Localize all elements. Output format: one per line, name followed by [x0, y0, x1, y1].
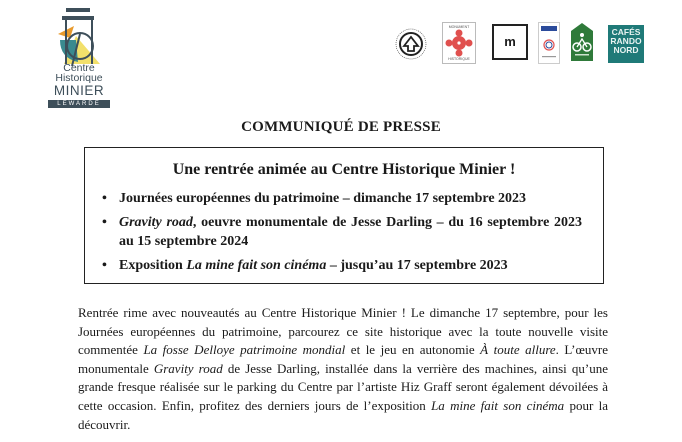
bullet-item	[102, 189, 582, 208]
body-italic-run: À toute allure	[480, 342, 556, 358]
body-text-run: . L’œuvre monumentale	[78, 342, 608, 376]
body-text-run: pour la découvrir.	[78, 397, 608, 432]
summary-title: Une rentrée animée au Centre Historique Minier !	[172, 161, 516, 178]
bullet-icon: •	[102, 258, 107, 273]
qualite-tourisme-logo	[538, 22, 560, 64]
logo-line-centre: Centre	[63, 62, 95, 74]
body-italic-run: La fosse Delloye patrimoine mondial	[143, 342, 346, 358]
body-text-run: Rentrée rime avec nouveautés au Centre Historique Minier ! Le dimanche 17 septembre, pour les Journées européennes du patrimoine, parcourez ce site historique avec la toute nouvelle visite commentée	[78, 305, 608, 358]
cafes-label: CAFÉS	[611, 27, 641, 37]
cafes-rando-nord-logo	[608, 25, 644, 63]
qualite-tourisme-icon	[539, 23, 559, 63]
mh-top-label: MONUMENT	[448, 25, 470, 29]
nord-label: NORD	[613, 45, 639, 55]
logo-line-lewarde: LEWARDE	[48, 100, 110, 108]
body-paragraph	[78, 304, 608, 434]
mh-bottom-label: HISTORIQUE	[448, 57, 470, 61]
accueil-velo-icon	[570, 22, 594, 62]
body-italic-run: Gravity road	[153, 360, 223, 376]
musee-de-france-logo	[492, 24, 528, 60]
bullet-icon: •	[102, 191, 107, 206]
centre-historique-minier-logo	[44, 6, 114, 106]
logo-line-historique: Historique	[55, 72, 103, 84]
bullet-italic: Gravity road	[119, 215, 193, 230]
body-text-run: de Jesse Darling, installée dans la verrière des machines, ainsi qu’une grande fresque réalisée sur le parking du Centre par l’artiste Hiz Graff seront également dévoilées à cette occasion. Enfin, profitez des derniers jours de l’exposition	[78, 360, 608, 413]
musee-m-glyph: m	[504, 34, 516, 49]
body-italic-run: La mine fait son cinéma	[431, 397, 565, 413]
headframe-icon	[54, 6, 104, 68]
bullet-text: Journées européennes du patrimoine – dimanche 17 septembre 2023	[119, 191, 527, 206]
press-release-heading: COMMUNIQUÉ DE PRESSE	[241, 119, 441, 135]
summary-bullets	[102, 189, 582, 280]
bullet-italic: La mine fait son cinéma	[186, 258, 327, 273]
bullet-text: – jusqu’au 17 septembre 2023	[326, 258, 508, 273]
bullet-icon: •	[102, 215, 107, 230]
summary-box	[84, 147, 604, 284]
logo-line-minier: MINIER	[53, 83, 105, 98]
bullet-prefix: Exposition	[119, 258, 187, 273]
unesco-world-heritage-icon	[395, 28, 427, 60]
monument-historique-logo	[442, 22, 476, 64]
bullet-text: , oeuvre monumentale de Jesse Darling – du 16 septembre 2023 au 15 septembre 2024	[119, 215, 582, 249]
rando-label: RANDO	[610, 36, 642, 46]
bullet-item	[102, 213, 582, 251]
body-text-run: et le jeu en autonomie	[345, 342, 481, 358]
bullet-item	[102, 256, 582, 275]
